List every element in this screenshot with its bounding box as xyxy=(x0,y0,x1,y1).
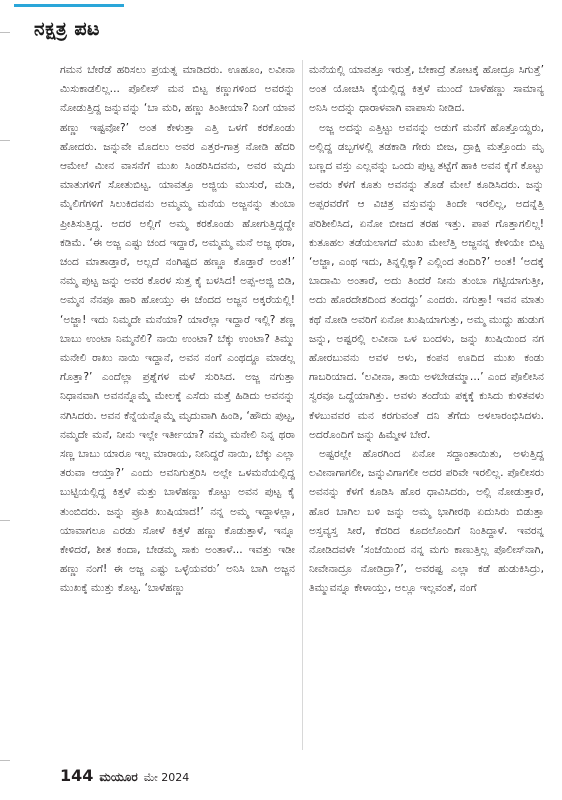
crop-mark xyxy=(0,32,10,33)
paragraph: ಅಷ್ಟರಲ್ಲೇ ಹೊರಗಿಂದ ಏನೋ ಸದ್ದಾಂತಾಯಿತು, ಅಳುತ್ತಿದ್ದ ಲವೀನಾಗಾಗಲೀ, ಜನ್ನುವಿಗಾಗಲೀ ಅದರ ಪರಿವೇ ಇರಲಿಲ್ಲ. ಪೊಲೀಸರು ಅವನನ್ನು ಕೆಳಗೆ ಕೂಡಿಸಿ ಹೊರ ಧಾವಿಸಿದರು, ಅಲ್ಲಿ ನೋಡುತ್ತಾರೆ, ಹೊರ ಬಾಗಿಲ ಬಳಿ ಜನ್ನು ಅಮ್ಮ ಭಾಗೀರಥಿ ಏದುಸಿರು ಬಿಡುತ್ತಾ ಅಸ್ತವ್ಯಸ್ತ ಸೀರೆ, ಕೆದರಿದ ಕೂದಲೊಂದಿಗೆ ನಿಂತಿದ್ದಾಳೆ. ಇವರನ್ನ ನೋಡಿದವಳೇ ‘ಸಂಜೆಯಿಂದ ನನ್ನ ಮಗು ಕಾಣುತ್ತಿಲ್ಲ ಪೊಲೀಸ್‌ನಾಗಿ, ನೀವೇನಾದ್ರೂ ನೋಡಿದ್ರಾ?’, ಅವರಷ್ಟ ಎಲ್ಲಾ ಕಡೆ ಹುಡುಕಿಸಿದ್ರು, ತಿಮ್ಮುವನ್ನೂ ಕೇಳಾಯ್ತು, ಅಲ್ಲೂ ಇಲ್ಲವಂತೆ, ನಂಗೆ xyxy=(309,447,544,595)
section-header xyxy=(14,4,124,51)
page-number: 144 xyxy=(60,766,94,785)
paragraph: ಅಜ್ಜ ಅದನ್ನು ಎತ್ತಿಟ್ಟು ಅವನನ್ನು ಅಡುಗೆ ಮನೆಗೆ ಹೊತ್ತೊಯ್ದರು, ಅಲ್ಲಿದ್ದ ಡಬ್ಬಗಳಲ್ಲಿ ತಡಕಾಡಿ ಗೇರು ಬೀಜ, ದ್ರಾಕ್ಷಿ ಮತ್ತೊಂದು ಮೃ ಬಣ್ಣದ ವಸ್ತು ಎಲ್ಲವನ್ನು ಒಂದು ಪುಟ್ಟ ತಟ್ಟೆಗೆ ಹಾಕಿ ಅವನ ಕೈಗೆ ಕೊಟ್ಟು ಅವರು ಕೆಳಗೆ ಕೂತು ಅವನನ್ನು ತೊಡೆ ಮೇಲೆ ಕೂಡಿಸಿದರು. ಜನ್ನು ಅಪ್ಪರವರೆಗೆ ಆ ವಿಚಿತ್ರ ವಸ್ತುವನ್ನು ತಿಂದೇ ಇರಲಿಲ್ಲ, ಅದನ್ನೆತ್ತಿ ಪರಿಶೀಲಿಸಿದ, ಏನೋ ಬೀಜದ ತರಹ ಇತ್ತು. ಪಾಪ ಗೊತ್ತಾಗಲಿಲ್ಲ! ಕುತೂಹಲ ತಡೆಯಲಾಗದೆ ಮುಖ ಮೇಲೆತ್ತಿ ಅಜ್ಜನನ್ನ ಕೇಳಿಯೇ ಬಿಟ್ಟ ‘ಅಜ್ಜಾ, ಎಂಥ ಇದು, ತಿನ್ನಲ್ಲಿಕ್ಕಾ? ಎಲ್ಲಿಂದ ತಂದಿರಿ?’ ಅಂತ! ‘ಅದಕ್ಕೆ ಬಾದಾಮಿ ಅಂತಾರೆ, ಅದು ತಿಂದರೆ ನೀನು ತುಂಬಾ ಗಟ್ಟಿಯಾಗುತ್ತೀ, ಅದು ಹೊರದೇಶದಿಂದ ತಂದದ್ದು’ ಎಂದರು. ನಗುತ್ತಾ! ಇವನ ಮಾತು ಕಥೆ ನೋಡಿ ಅವರಿಗೆ ಏನೋ ಖುಷಿಯಾಗುತ್ತು, ಅಮ್ಮ ಮುದ್ದು ಹುಡುಗ ಜನ್ನು, ಅಷ್ಟರಲ್ಲಿ ಲವೀನಾ ಒಳ ಬಂದಳು, ಜನ್ನು ಖುಷಿಯಿಂದ ನಗ ಹೋರಬುವನು ಅವಳ ಅಳು, ಕಂಪನ ಊದಿದ ಮುಖ ಕಂಡು ಗಾಬರಿಯಾದ. ‘ಲವೀನಾ, ತಾಯಿ ಅಳಬೇಡಮ್ಮಾ...’ ಎಂದ ಪೊಲೀಸಿನ ಸ್ವರವೂ ಒದ್ದೆಯಾಗಿತ್ತು. ಅವಳು ತಂದೆಯ ಪಕ್ಕಕ್ಕೆ ಕುಸಿದು ಕುಳಿತವಳು ಕೆಳಬುವವರ ಮನ ಕರಗುವಂತೆ ದನಿ ತೆಗೆದು ಅಳಲಾರಂಭಿಸಿದಳು. ಅದರೊಂದಿಗೆ ಜನ್ನು ಹಿಮ್ಮೇಳ ಬೇರೆ. xyxy=(309,120,544,441)
crop-mark xyxy=(0,520,10,521)
crop-mark xyxy=(0,760,10,761)
paragraph: ಗಮನ ಬೇರೆಡೆ ಹರಿಸಲು ಪ್ರಯತ್ನ ಮಾಡಿದರು. ಊಹೂಂ, ಲವೀನಾ ಮಿಸುಕಾಡಲಿಲ್ಲ... ಪೊಲೀಸ್ ಮನ ಬಿಟ್ಟ ಕಣ್ಣುಗಳಿಂದ ಅವರನ್ನು ನೋಡುತ್ತಿದ್ದ ಜನ್ನುವನ್ನು ‘ಬಾ ಮರಿ, ಹಣ್ಣು ತಿಂತೀಯಾ? ನಿಂಗೆ ಯಾವ ಹಣ್ಣು ಇಷ್ಟವೋ?’ ಅಂತ ಕೇಳುತ್ತಾ ಎತ್ತಿ ಒಳಗೆ ಕರಕೊಂಡು ಹೋದರು. ಜನ್ನುವೇ ಮೊದಲು ಅವರ ಎತ್ತರ-ಗಾತ್ರ ನೋಡಿ ಹೆದರಿ ಆಮೇಲೆ ಮೀನ ವಾಸನೆಗೆ ಮುಖ ಸಿಂಡರಿಸಿದವನು, ಅವರ ಮೃದು ಮಾತುಗಳಿಗೆ ಸೋತುಬಿಟ್ಟ. ಯಾವತ್ತೂ ಅಜ್ಜಿಯ ಮುಸುರೆ, ಮಡಿ, ಮೈಲಿಗೆಗಳಿಗೆ ಸಿಲುಕಿದವನು ಅಮ್ಮಮ್ಮ ಮನೆಯ ಅಜ್ಜನನ್ನು ತುಂಬಾ ಪ್ರೀತಿಸುತ್ತಿದ್ದ. ಅದರ ಅಲ್ಲಿಗೆ ಅಮ್ಮ ಕರಕೊಂಡು ಹೋಗುತ್ತಿದ್ದದ್ದೇ ಕಡಿಮೆ. ‘ಈ ಅಜ್ಜ ಎಷ್ಟು ಚಂದ ಇದ್ದಾರೆ, ಅಮ್ಮಮ್ಮ ಮನೆ ಅಜ್ಜ ಥರಾ, ಚಂದ ಮಾತಾಡ್ತಾರೆ, ಅಲ್ಲದೆ ನಂಗಿಷ್ಟದ ಹಣ್ಣೂ ಕೊಡ್ತಾರೆ ಅಂತ!’ ನಮ್ಮ ಪುಟ್ಟ ಜನ್ನು ಅವರ ಕೊರಳ ಸುತ್ತ ಕೈ ಬಳಸಿದ! ಅಪ್ಪ-ಅಜ್ಜಿ ಬಿಡಿ, ಅಮ್ಮನ ನೆನಪೂ ಹಾರಿ ಹೋಯ್ತು ಈ ಚೆಂದದ ಅಜ್ಜನ ಅಕ್ಕರೆಯಲ್ಲಿ! ‘ಅಜ್ಜಾ! ಇದು ನಿಮ್ಮದೇ ಮನೆಯಾ? ಯಾರೆಲ್ಲಾ ಇದ್ದಾರೆ ಇಲ್ಲಿ? ಶಣ್ಣ ಬಾಬು ಉಂಟಾ ನಿಮ್ಮನೆಲಿ? ನಾಯಿ ಉಂಟಾ? ಬೆಕ್ಕು ಉಂಟಾ? ತಿಮ್ಮು ಮನೇಲಿ ರಾಖು ನಾಯಿ ಇದ್ದಾನೆ, ಅವನ ನಂಗೆ ಎಂಥದ್ದೂ ಮಾಡಲ್ಲ ಗೊತ್ತಾ?’ ಎಂದೆಲ್ಲಾ ಪ್ರಶ್ನೆಗಳ ಮಳೆ ಸುರಿಸಿದ. ಅಜ್ಜ ನಗುತ್ತಾ ನಿಧಾನವಾಗಿ ಅವನನ್ನೊಮ್ಮೆ ಮೇಲಕ್ಕೆ ಎಸೆದು ಮತ್ತೆ ಹಿಡಿದು ಅವನನ್ನು ನಗಿಸಿದರು. ಅವನ ಕೆನ್ನೆಯನ್ನೊಮ್ಮೆ ಮೃದುವಾಗಿ ಹಿಂಡಿ, ‘ಹೌದು ಪುಟ್ಟ, ನಮ್ಮದೇ ಮನೆ, ನೀನು ಇಲ್ಲೇ ಇರ್ತೀಯಾ? ನಮ್ಮ ಮನೇಲಿ ನಿನ್ನ ಥರಾ ಸಣ್ಣ ಬಾಬು ಯಾರೂ ಇಲ್ಲ ಮಾರಾಯ, ನೀನಿದ್ದರೆ ನಾಯಿ, ಬೆಕ್ಕು ಎಲ್ಲಾ ತರುವಾ ಆಯ್ತಾ?’ ಎಂದು ಅವನಿಗುತ್ತರಿಸಿ ಅಲ್ಲೇ ಒಳಮನೆಯಲ್ಲಿದ್ದ ಬುಟ್ಟಿಯಲ್ಲಿದ್ದ ಕಿತ್ತಳೆ ಮತ್ತು ಬಾಳೆಹಣ್ಣು ಕೊಟ್ಟು ಅವನ ಪುಟ್ಟ ಕೈ ತುಂಬಿದರು. ಜನ್ನು ಪ್ರೂತಿ ಖುಷಿಯಾದ!’ ನನ್ನ ಅಮ್ಮ ಇದ್ದಾಳಲ್ಲಾ, ಯಾವಾಗಲೂ ಎರಡು ಸೋಳೆ ಕಿತ್ತಳೆ ಹಣ್ಣು ಕೊಡುತ್ತಾಳೆ, ಇನ್ನೂ ಕೇಳಿದರೆ, ಶೀತ ಕಂದಾ, ಬೇಡಮ್ಮ ಸಾಕು ಅಂತಾಳೆ... ಇವತ್ತು ಇಡೀ ಹಣ್ಣು ನಂಗೆ! ಈ ಅಜ್ಜ ಎಷ್ಟು ಒಳ್ಳೆಯವರು’ ಅನಿಸಿ ಬಾಗಿ ಅಜ್ಜನ ಮುಖಕ್ಕೆ ಮುತ್ತು ಕೊಟ್ಟ. ‘ಬಾಳೆಹಣ್ಣು xyxy=(60,63,295,595)
page-footer xyxy=(60,766,189,788)
article-column-left xyxy=(60,60,295,750)
magazine-name: ಮಯೂರ xyxy=(99,770,138,784)
crop-mark xyxy=(0,140,10,141)
section-title: ನಕ್ಷತ್ರ ಪಟ xyxy=(34,18,100,40)
issue-date: ಮೇ 2024 xyxy=(143,771,190,784)
column-divider xyxy=(302,60,303,750)
paragraph: ಮನೆಯಲ್ಲಿ ಯಾವತ್ತೂ ಇರುತ್ತೆ, ಬೇಕಾದ್ರೆ ತೋಟಕ್ಕೆ ಹೋದ್ರೂ ಸಿಗುತ್ತೆ’ ಅಂತ ಯೋಚಿಸಿ ಕೈಯಲ್ಲಿದ್ದ ಕಿತ್ತಳೆ ಮುಂದೆ ಬಾಳೆಹಣ್ಣು ಸಾಮಾನ್ಯ ಅನಿಸಿ ಅದನ್ನು ಧಾರಾಳವಾಗಿ ವಾಪಾಸು ನೀಡಿದ. xyxy=(309,63,544,115)
article-column-right xyxy=(309,60,544,750)
